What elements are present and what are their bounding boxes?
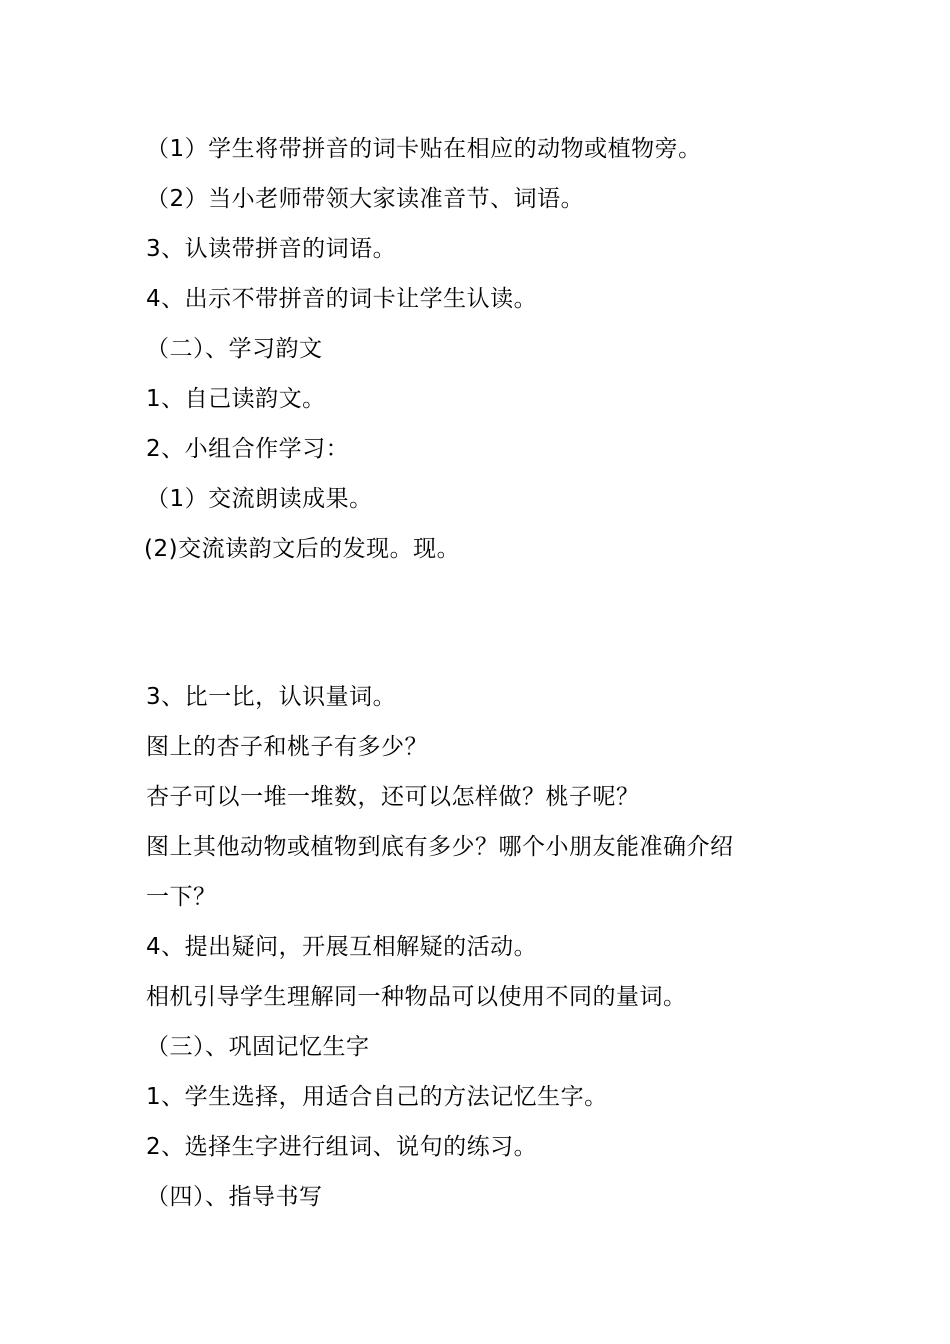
text-line: 图上其他动物或植物到底有多少？哪个小朋友能准确介绍 <box>146 834 734 860</box>
text-line: 一下？ <box>146 884 217 910</box>
text-line: 1、学生选择，用适合自己的方法记忆生字。 <box>146 1084 608 1110</box>
text-line: （1）交流朗读成果。 <box>146 486 373 512</box>
text-line: （2）当小老师带领大家读准音节、词语。 <box>146 186 585 212</box>
text-line: 2、小组合作学习： <box>146 436 350 462</box>
text-line: 4、提出疑问，开展互相解疑的活动。 <box>146 934 538 960</box>
section-heading: （三）、巩固记忆生字 <box>146 1034 370 1060</box>
text-line: 3、比一比，认识量词。 <box>146 684 397 710</box>
text-line: 图上的杏子和桃子有多少？ <box>146 734 428 760</box>
text-line: 3、认读带拼音的词语。 <box>146 236 397 262</box>
text-line: 2、选择生字进行组词、说句的练习。 <box>146 1134 538 1160</box>
text-line: 1、自己读韵文。 <box>146 386 326 412</box>
text-line: 杏子可以一堆一堆数，还可以怎样做？桃子呢？ <box>146 784 640 810</box>
text-line: （1）学生将带拼音的词卡贴在相应的动物或植物旁。 <box>146 136 702 162</box>
section-heading: （二）、学习韵文 <box>146 336 323 362</box>
text-line: (2)交流读韵文后的发现。现。 <box>144 536 461 562</box>
text-line: 相机引导学生理解同一种物品可以使用不同的量词。 <box>146 984 687 1010</box>
text-line: 4、出示不带拼音的词卡让学生认读。 <box>146 286 538 312</box>
section-heading: （四）、指导书写 <box>146 1184 323 1210</box>
